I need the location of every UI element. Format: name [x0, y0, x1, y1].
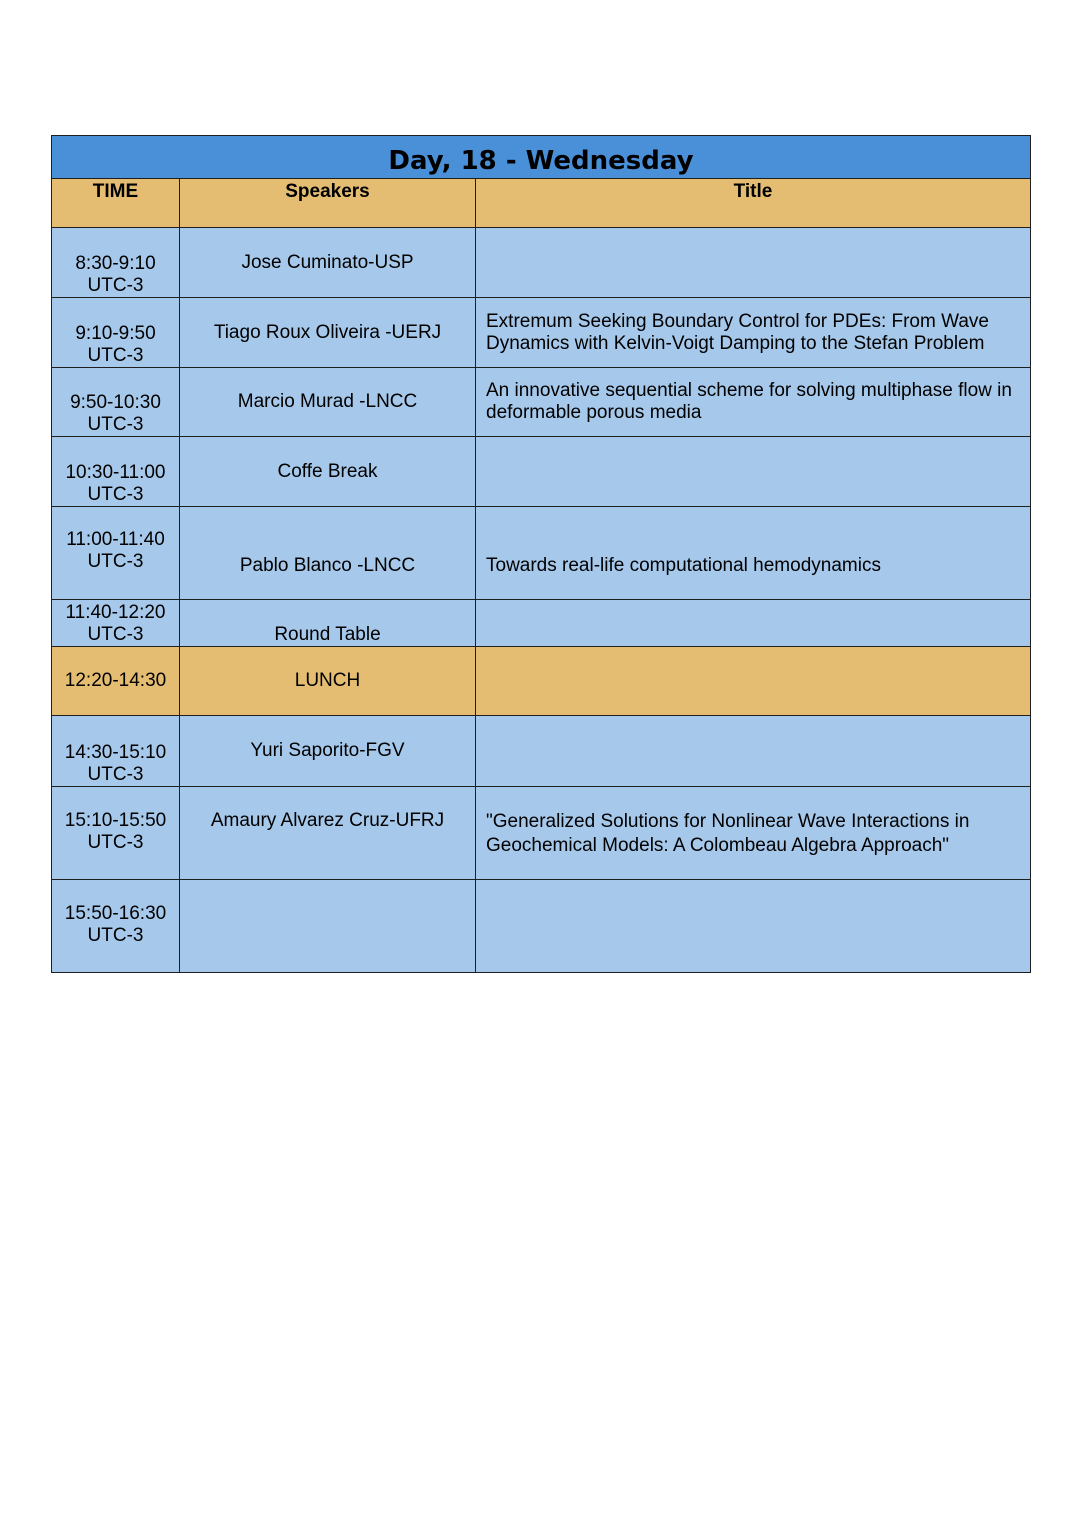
talk-title-cell: [476, 437, 1031, 507]
time-zone: UTC-3: [87, 275, 144, 296]
talk-title-cell: "Generalized Solutions for Nonlinear Wave Interactions in Geochemical Models: A Colombeau Algebra Approach": [476, 787, 1031, 880]
schedule-table: [51, 135, 1031, 973]
time-zone: UTC-3: [87, 832, 144, 853]
time-range: 8:30-9:10: [75, 253, 156, 274]
table-row: [52, 507, 1031, 600]
time-zone: UTC-3: [87, 345, 144, 366]
table-row: [52, 228, 1031, 298]
time-range: 9:50-10:30: [70, 392, 161, 413]
time-cell: [52, 880, 180, 973]
speaker-cell: Amaury Alvarez Cruz-UFRJ: [180, 787, 476, 880]
speaker-cell: LUNCH: [180, 647, 476, 716]
time-zone: UTC-3: [87, 551, 144, 572]
time-range: 12:20-14:30: [64, 670, 167, 691]
time-cell: [52, 787, 180, 880]
header-time: TIME: [52, 179, 180, 228]
talk-title-cell: [476, 600, 1031, 647]
time-cell: [52, 437, 180, 507]
speaker-cell: Yuri Saporito-FGV: [180, 716, 476, 787]
time-range: 11:40-12:20: [65, 602, 166, 623]
day-title: Day, 18 - Wednesday: [52, 136, 1031, 179]
talk-title-cell: [476, 228, 1031, 298]
talk-title-cell: Towards real-life computational hemodynamics: [476, 507, 1031, 600]
time-cell: [52, 600, 180, 647]
time-zone: UTC-3: [87, 764, 144, 785]
talk-title-cell: [476, 647, 1031, 716]
speaker-cell: Round Table: [180, 600, 476, 647]
speaker-cell: Jose Cuminato-USP: [180, 228, 476, 298]
speaker-cell: Pablo Blanco -LNCC: [180, 507, 476, 600]
talk-title-cell: An innovative sequential scheme for solving multiphase flow in deformable porous media: [476, 368, 1031, 437]
talk-title-cell: Extremum Seeking Boundary Control for PDEs: From Wave Dynamics with Kelvin-Voigt Damping to the Stefan Problem: [476, 298, 1031, 368]
time-range: 15:50-16:30: [64, 903, 167, 924]
header-title: Title: [476, 179, 1031, 228]
speaker-cell: Tiago Roux Oliveira -UERJ: [180, 298, 476, 368]
talk-title-cell: [476, 716, 1031, 787]
time-zone: UTC-3: [87, 484, 144, 505]
speaker-cell: Coffe Break: [180, 437, 476, 507]
header-row: [52, 179, 1031, 228]
time-zone: UTC-3: [87, 624, 144, 645]
time-range: 15:10-15:50: [64, 810, 167, 831]
time-cell: [52, 716, 180, 787]
table-row: [52, 437, 1031, 507]
time-zone: UTC-3: [87, 925, 144, 946]
table-row: [52, 600, 1031, 647]
time-zone: UTC-3: [87, 414, 144, 435]
time-cell: [52, 228, 180, 298]
time-cell: [52, 298, 180, 368]
time-range: 14:30-15:10: [64, 742, 167, 763]
time-range: 11:00-11:40: [66, 529, 165, 550]
time-range: 10:30-11:00: [65, 462, 166, 483]
speaker-cell: [180, 880, 476, 973]
lunch-row: [52, 647, 1031, 716]
time-cell: [52, 368, 180, 437]
table-row: [52, 716, 1031, 787]
table-row: [52, 298, 1031, 368]
table-row: [52, 368, 1031, 437]
time-range: 9:10-9:50: [75, 323, 156, 344]
header-speakers: Speakers: [180, 179, 476, 228]
speaker-cell: Marcio Murad -LNCC: [180, 368, 476, 437]
talk-title-cell: [476, 880, 1031, 973]
day-title-row: [52, 136, 1031, 179]
time-cell: [52, 647, 180, 716]
table-row: [52, 787, 1031, 880]
time-cell: [52, 507, 180, 600]
table-row: [52, 880, 1031, 973]
